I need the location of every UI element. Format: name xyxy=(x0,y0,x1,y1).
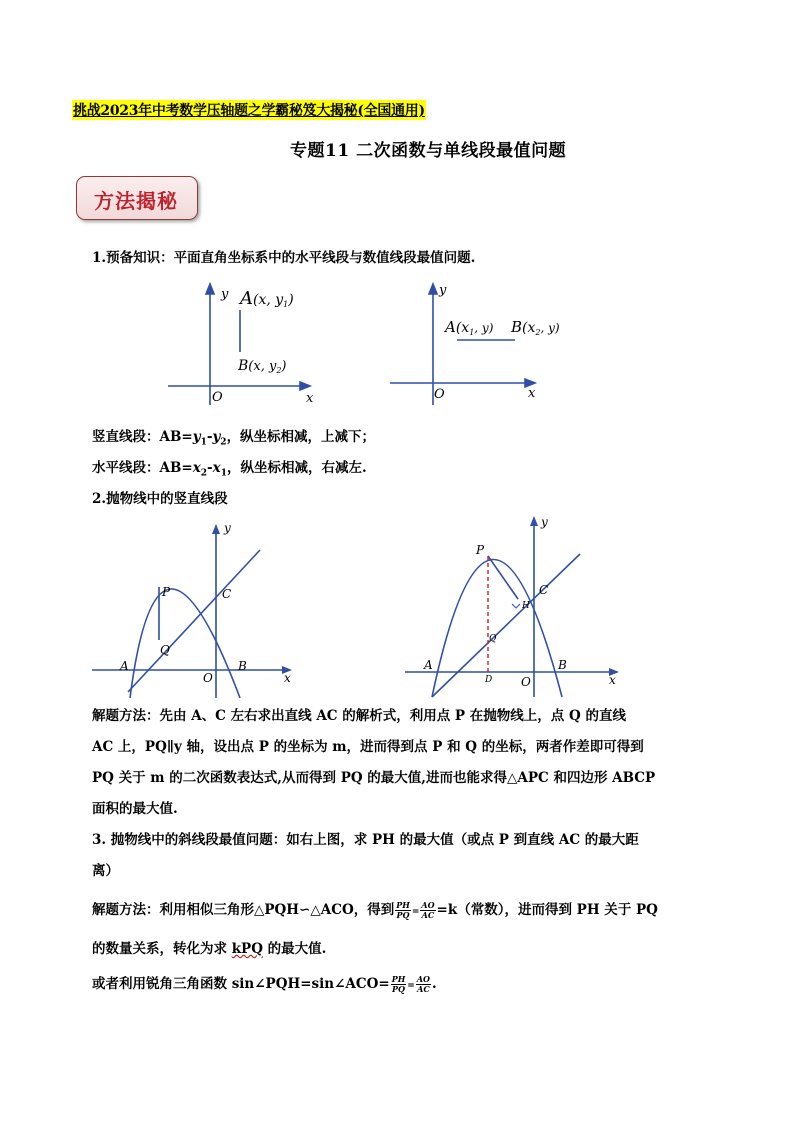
fig1-point-b: B(x, $y_2$) xyxy=(238,358,287,375)
section2-heading: 2.抛物线中的竖直线段 xyxy=(92,491,228,507)
section2-method: 解题方法：先由 A、C 左右求出直线 AC 的解析式，利用点 P 在抛物线上，点 Q 的直线 AC 上，PQ∥y 轴，设出点 P 的坐标为 m，进而得到点 P 和 Q 的坐标，两者作差即可得到 PQ 关于 m 的二次函数表达式,从而得到 PQ 的最大值,进而也能求得△APC 和四边形 ABCP 面积的最大值. xyxy=(92,708,656,817)
fig3-point-p: P xyxy=(162,585,171,599)
fig1-origin-label: O xyxy=(212,390,223,405)
fig3-point-q: Q xyxy=(160,643,170,657)
fig1-y-label: y xyxy=(221,287,229,302)
badge-label: 方法揭秘 xyxy=(94,189,178,213)
fig2-y-label: y xyxy=(439,283,447,298)
fig4-point-b: B xyxy=(558,658,567,672)
figure-vertical-segment xyxy=(160,280,330,410)
section3-method: 解题方法：利用相似三角形△PQH∽△ACO，得到 $\frac{PH}{PQ}$ = $\frac{AO}{AC}$ =k（常数），进而得到 PH 关于 PQ xyxy=(92,900,658,920)
fig1-point-a: A(x, y1) xyxy=(240,288,294,309)
fig3-point-b: B xyxy=(238,659,247,673)
fig3-origin-label: O xyxy=(203,671,213,685)
section3-intro: 3. 抛物线中的斜线段最值问题：如右上图，求 PH 的最大值（或点 P 到直线 AC 的最大距 离） xyxy=(92,832,639,879)
figure-parabola-vertical xyxy=(90,520,300,700)
fig3-y-label: y xyxy=(224,521,231,535)
fig4-point-d: D xyxy=(485,675,493,685)
figure-horizontal-segment xyxy=(385,280,560,410)
fig3-x-label: x xyxy=(284,671,291,685)
fig4-y-label: y xyxy=(541,515,548,529)
section3-kpq: 的数量关系，转化为求 kPQ 的最大值. xyxy=(92,941,327,957)
horizontal-segment-rule: 水平线段：$AB=x_2-x_1$，纵坐标相减，右减左. xyxy=(92,460,367,479)
fig4-point-a: A xyxy=(424,658,433,672)
fig4-point-p: P xyxy=(476,543,485,557)
fig2-point-a: $A(x_1^{, y)}$ xyxy=(445,318,494,337)
fig2-origin-label: O xyxy=(434,387,445,402)
fig4-origin-label: O xyxy=(521,675,531,689)
fig2-point-b: $B(x_2^{, y)}$ xyxy=(511,318,560,337)
fig4-point-q: Q xyxy=(489,634,497,644)
fig4-point-c: C xyxy=(539,583,549,597)
fig2-x-label: x xyxy=(528,386,536,401)
fig1-x-label: x xyxy=(306,391,314,406)
fig3-point-c: C xyxy=(222,587,232,601)
vertical-segment-rule: 竖直线段：$AB=y_1-y_2$，纵坐标相减，上减下； xyxy=(92,429,376,448)
fig3-point-a: A xyxy=(120,659,129,673)
fig4-x-label: x xyxy=(609,673,616,687)
page-title: 专题11 二次函数与单线段最值问题 xyxy=(290,141,567,161)
section3-trig: 或者利用锐角三角函数 sin∠PQH=sin∠ACO= $\frac{PH}{PQ}$ = $\frac{AO}{AC}$ . xyxy=(92,974,437,994)
method-badge xyxy=(76,176,198,220)
header-banner: 挑战2023年中考数学压轴题之学霸秘笈大揭秘(全国通用) xyxy=(72,100,426,120)
section1-heading: 1.预备知识：平面直角坐标系中的水平线段与数值线段最值问题. xyxy=(92,250,476,266)
fig4-point-h: H xyxy=(522,601,530,611)
figure-parabola-oblique xyxy=(400,512,625,697)
